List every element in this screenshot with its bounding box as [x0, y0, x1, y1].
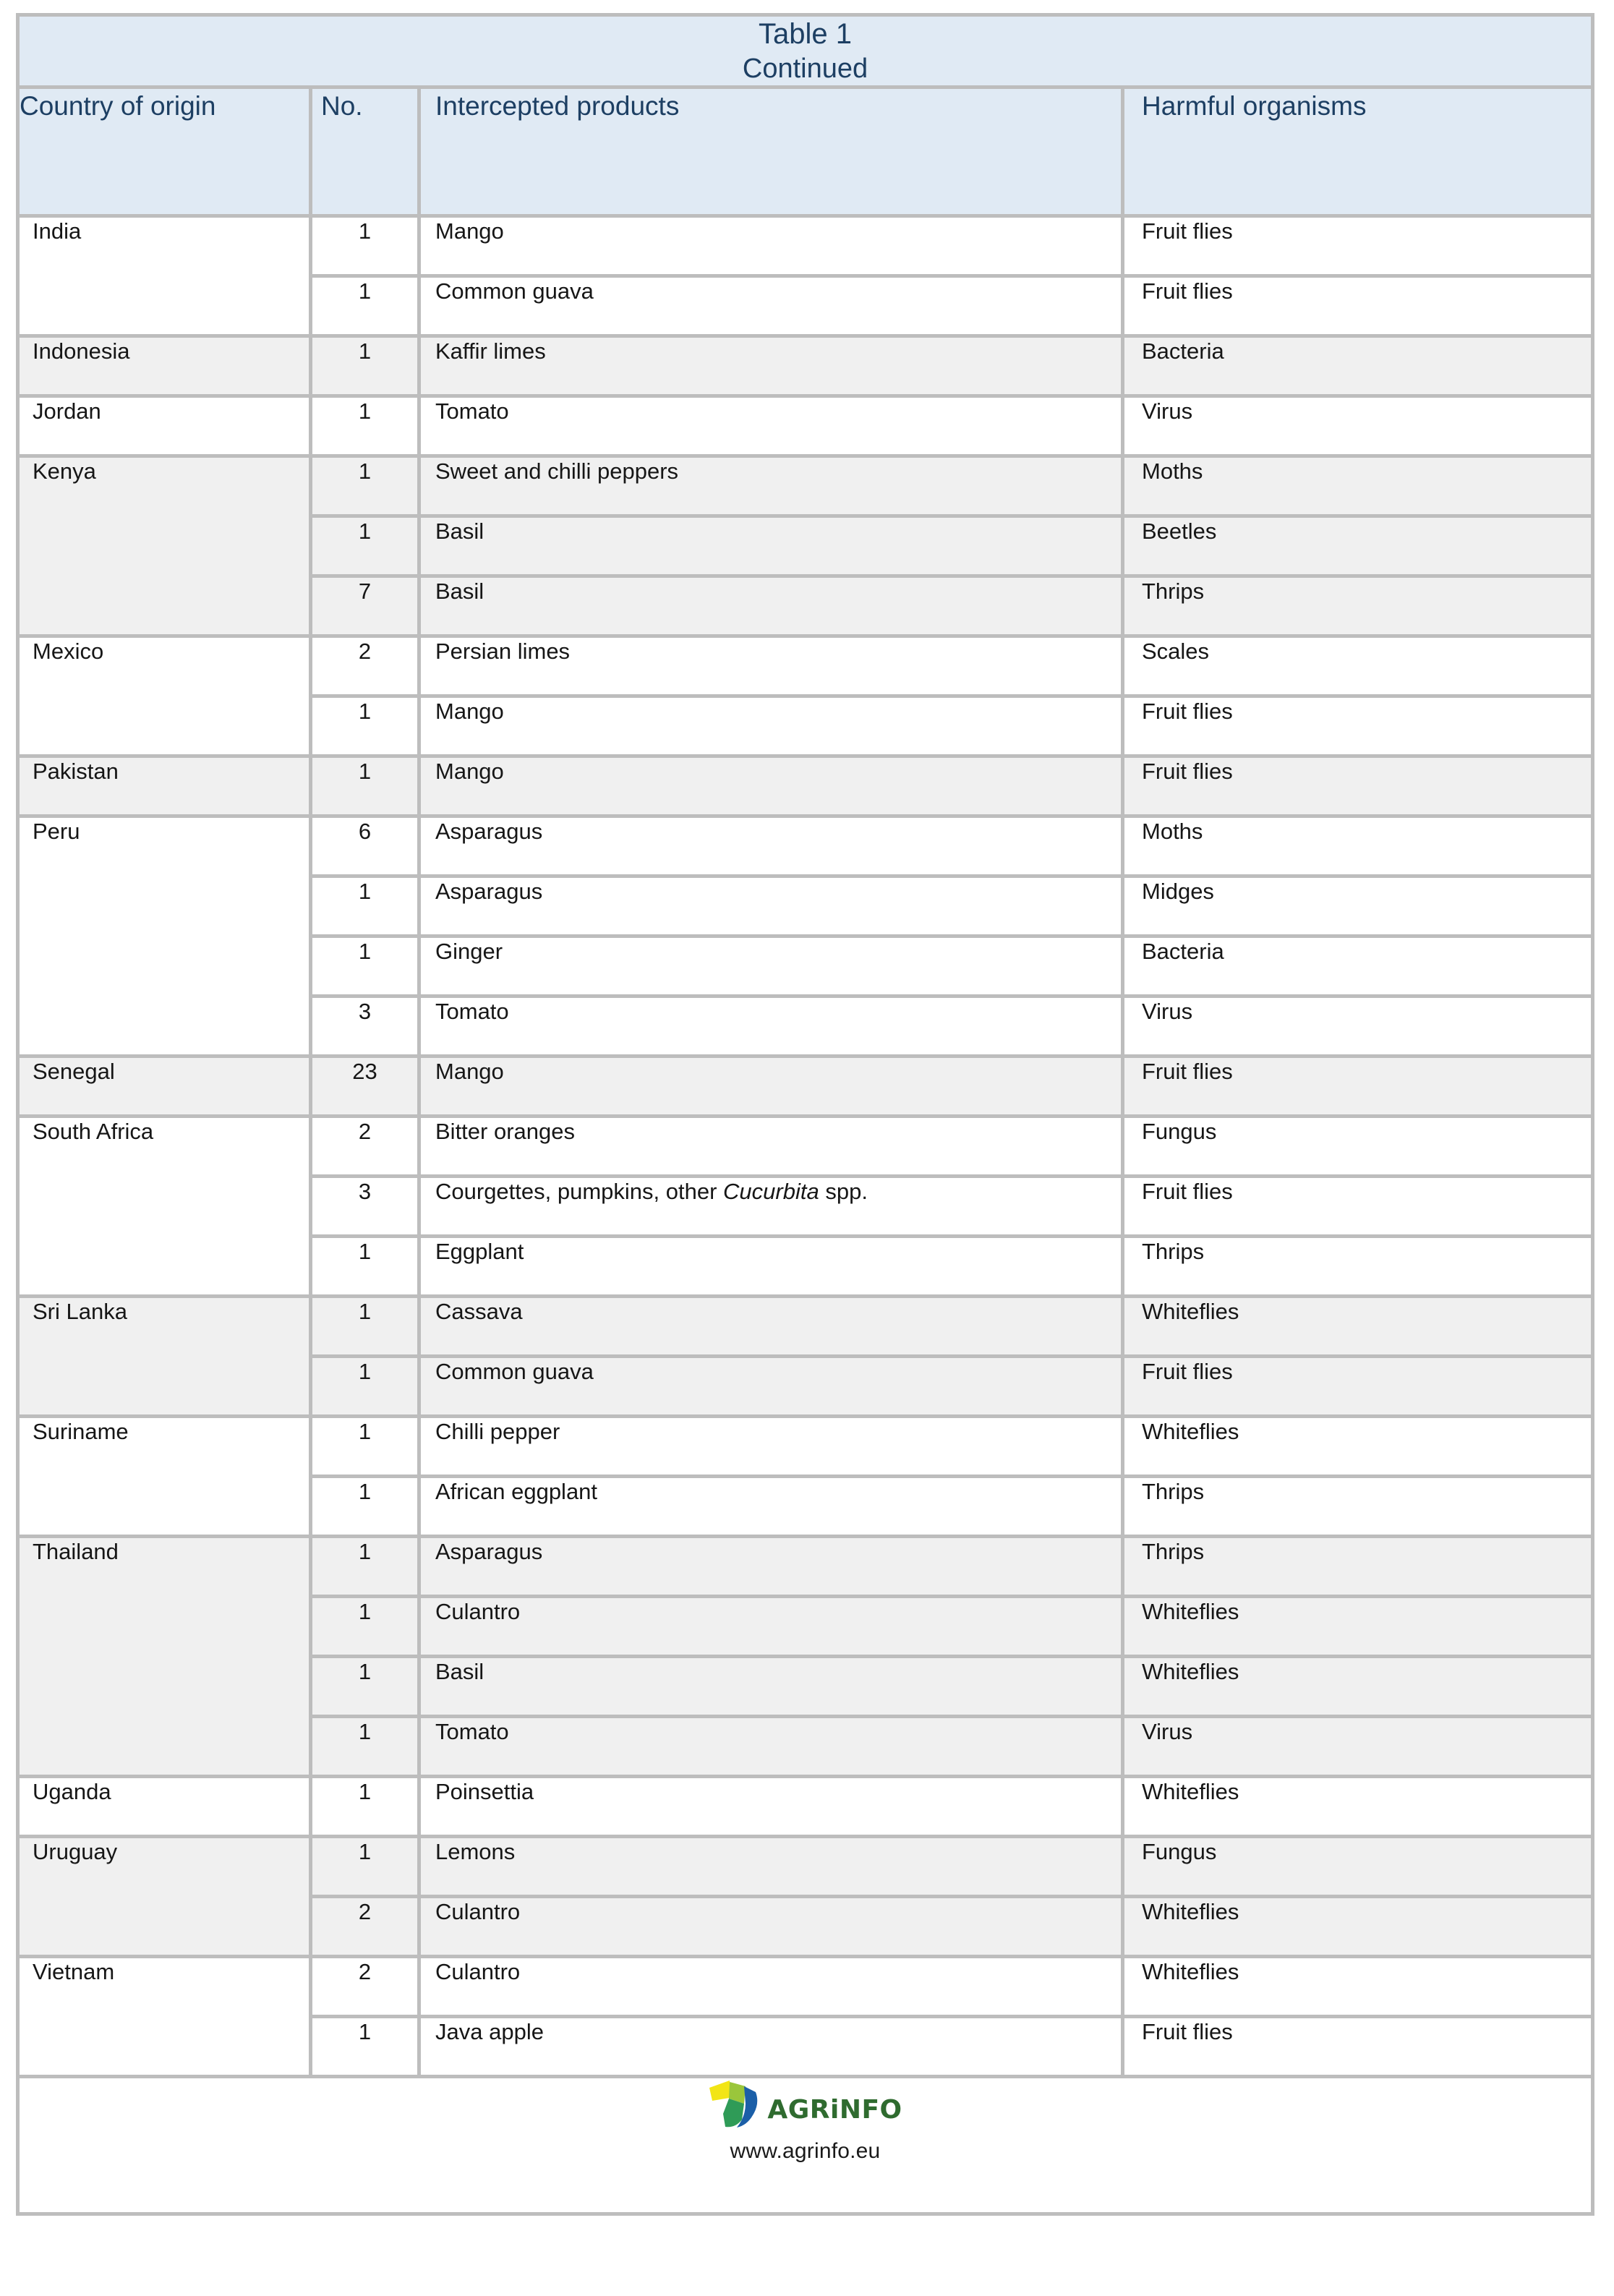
cell-harmful-organism: Moths [1124, 818, 1594, 878]
cell-intercepted-product: Culantro [421, 1958, 1124, 2018]
table-row [20, 338, 1594, 398]
cell-harmful-organism: Virus [1124, 998, 1594, 1058]
cell-country: Indonesia [20, 338, 312, 398]
cell-intercepted-product: Persian limes [421, 638, 1124, 698]
cell-count: 1 [312, 1358, 421, 1418]
table-row [20, 1418, 1594, 1478]
cell-country: Suriname [20, 1418, 312, 1538]
table-row [20, 638, 1594, 698]
cell-count: 1 [312, 1598, 421, 1658]
cell-harmful-organism: Virus [1124, 398, 1594, 458]
table-title-row [20, 17, 1594, 89]
column-header-products: Intercepted products [421, 89, 1124, 218]
cell-country: Uruguay [20, 1838, 312, 1958]
cell-harmful-organism: Whiteflies [1124, 1418, 1594, 1478]
cell-intercepted-product: Mango [421, 218, 1124, 278]
cell-harmful-organism: Moths [1124, 458, 1594, 518]
cell-count: 1 [312, 938, 421, 998]
cell-count: 3 [312, 1178, 421, 1238]
cell-harmful-organism: Thrips [1124, 1478, 1594, 1538]
column-header-organisms: Harmful organisms [1124, 89, 1594, 218]
cell-count: 1 [312, 1298, 421, 1358]
cell-intercepted-product: Asparagus [421, 878, 1124, 938]
cell-intercepted-product: Basil [421, 1658, 1124, 1718]
cell-intercepted-product: Basil [421, 578, 1124, 638]
cell-country: Senegal [20, 1058, 312, 1118]
cell-harmful-organism: Thrips [1124, 1238, 1594, 1298]
cell-harmful-organism: Scales [1124, 638, 1594, 698]
cell-intercepted-product: Tomato [421, 1718, 1124, 1778]
cell-harmful-organism: Fungus [1124, 1838, 1594, 1898]
cell-count: 1 [312, 698, 421, 758]
cell-country: Pakistan [20, 758, 312, 818]
cell-harmful-organism: Whiteflies [1124, 1598, 1594, 1658]
cell-harmful-organism: Whiteflies [1124, 1778, 1594, 1838]
table-row [20, 1118, 1594, 1178]
table-row [20, 218, 1594, 278]
footer-row [20, 2078, 1594, 2216]
cell-intercepted-product: Culantro [421, 1598, 1124, 1658]
cell-intercepted-product: Bitter oranges [421, 1118, 1124, 1178]
interceptions-table [16, 13, 1594, 2216]
cell-harmful-organism: Bacteria [1124, 938, 1594, 998]
cell-harmful-organism: Whiteflies [1124, 1898, 1594, 1958]
cell-intercepted-product: Tomato [421, 398, 1124, 458]
column-header-country: Country of origin [20, 89, 312, 218]
cell-harmful-organism: Thrips [1124, 1538, 1594, 1598]
cell-harmful-organism: Whiteflies [1124, 1298, 1594, 1358]
cell-intercepted-product: Mango [421, 758, 1124, 818]
cell-harmful-organism: Fruit flies [1124, 758, 1594, 818]
cell-country: Sri Lanka [20, 1298, 312, 1418]
agrinfo-url: www.agrinfo.eu [730, 2139, 881, 2164]
cell-harmful-organism: Midges [1124, 878, 1594, 938]
table-footer [20, 2078, 1594, 2216]
cell-intercepted-product: Tomato [421, 998, 1124, 1058]
cell-intercepted-product: Poinsettia [421, 1778, 1124, 1838]
cell-intercepted-product: Sweet and chilli peppers [421, 458, 1124, 518]
cell-count: 1 [312, 1418, 421, 1478]
cell-harmful-organism: Whiteflies [1124, 1658, 1594, 1718]
cell-harmful-organism: Whiteflies [1124, 1958, 1594, 2018]
agrinfo-wordmark: AGRiNFO [767, 2095, 902, 2125]
cell-count: 1 [312, 458, 421, 518]
table-title-cell [20, 17, 1594, 89]
table-row [20, 1958, 1594, 2018]
cell-harmful-organism: Fruit flies [1124, 1358, 1594, 1418]
cell-country: Kenya [20, 458, 312, 638]
cell-count: 1 [312, 1718, 421, 1778]
cell-intercepted-product: Java apple [421, 2018, 1124, 2078]
agrinfo-logo-icon [708, 2079, 761, 2133]
cell-intercepted-product: Eggplant [421, 1238, 1124, 1298]
cell-intercepted-product: Common guava [421, 1358, 1124, 1418]
cell-count: 1 [312, 1478, 421, 1538]
cell-intercepted-product: Asparagus [421, 1538, 1124, 1598]
cell-intercepted-product: Kaffir limes [421, 338, 1124, 398]
table-row [20, 818, 1594, 878]
cell-count: 1 [312, 1658, 421, 1718]
cell-count: 1 [312, 2018, 421, 2078]
cell-intercepted-product: Common guava [421, 278, 1124, 338]
cell-count: 2 [312, 1118, 421, 1178]
cell-country: Thailand [20, 1538, 312, 1778]
cell-count: 2 [312, 1898, 421, 1958]
logo-row [708, 2078, 902, 2133]
cell-country: Jordan [20, 398, 312, 458]
cell-count: 7 [312, 578, 421, 638]
table-title: Table 1 [759, 18, 852, 50]
cell-harmful-organism: Fruit flies [1124, 218, 1594, 278]
table-row [20, 1778, 1594, 1838]
cell-harmful-organism: Thrips [1124, 578, 1594, 638]
cell-country: Peru [20, 818, 312, 1058]
cell-count: 6 [312, 818, 421, 878]
cell-count: 1 [312, 758, 421, 818]
cell-count: 1 [312, 218, 421, 278]
cell-intercepted-product: African eggplant [421, 1478, 1124, 1538]
table-row [20, 758, 1594, 818]
column-header-no: No. [312, 89, 421, 218]
cell-country: Mexico [20, 638, 312, 758]
cell-harmful-organism: Fungus [1124, 1118, 1594, 1178]
table-row [20, 1058, 1594, 1118]
cell-country: South Africa [20, 1118, 312, 1298]
cell-harmful-organism: Fruit flies [1124, 278, 1594, 338]
cell-count: 1 [312, 398, 421, 458]
cell-harmful-organism: Bacteria [1124, 338, 1594, 398]
cell-count: 1 [312, 1838, 421, 1898]
cell-count: 2 [312, 1958, 421, 2018]
table-subtitle: Continued [742, 53, 868, 84]
cell-count: 3 [312, 998, 421, 1058]
agrinfo-branding [708, 2078, 902, 2164]
cell-intercepted-product: Chilli pepper [421, 1418, 1124, 1478]
cell-intercepted-product: Basil [421, 518, 1124, 578]
cell-country: Vietnam [20, 1958, 312, 2078]
cell-count: 1 [312, 878, 421, 938]
cell-intercepted-product: Lemons [421, 1838, 1124, 1898]
cell-count: 2 [312, 638, 421, 698]
table-body [20, 17, 1594, 2078]
cell-harmful-organism: Fruit flies [1124, 1178, 1594, 1238]
cell-intercepted-product: Courgettes, pumpkins, other Cucurbita spp. [421, 1178, 1124, 1238]
cell-count: 1 [312, 1538, 421, 1598]
cell-count: 1 [312, 518, 421, 578]
cell-country: India [20, 218, 312, 338]
footer-cell [20, 2078, 1594, 2216]
cell-count: 1 [312, 278, 421, 338]
cell-intercepted-product: Mango [421, 698, 1124, 758]
cell-count: 1 [312, 338, 421, 398]
table-row [20, 1538, 1594, 1598]
table-header-row [20, 89, 1594, 218]
table-row [20, 458, 1594, 518]
cell-country: Uganda [20, 1778, 312, 1838]
cell-harmful-organism: Beetles [1124, 518, 1594, 578]
cell-harmful-organism: Virus [1124, 1718, 1594, 1778]
cell-count: 1 [312, 1238, 421, 1298]
cell-harmful-organism: Fruit flies [1124, 2018, 1594, 2078]
cell-harmful-organism: Fruit flies [1124, 1058, 1594, 1118]
cell-intercepted-product: Cassava [421, 1298, 1124, 1358]
cell-intercepted-product: Mango [421, 1058, 1124, 1118]
table-row [20, 1838, 1594, 1898]
cell-count: 23 [312, 1058, 421, 1118]
cell-intercepted-product: Asparagus [421, 818, 1124, 878]
cell-count: 1 [312, 1778, 421, 1838]
table-row [20, 398, 1594, 458]
cell-harmful-organism: Fruit flies [1124, 698, 1594, 758]
table-row [20, 1298, 1594, 1358]
cell-intercepted-product: Culantro [421, 1898, 1124, 1958]
cell-intercepted-product: Ginger [421, 938, 1124, 998]
